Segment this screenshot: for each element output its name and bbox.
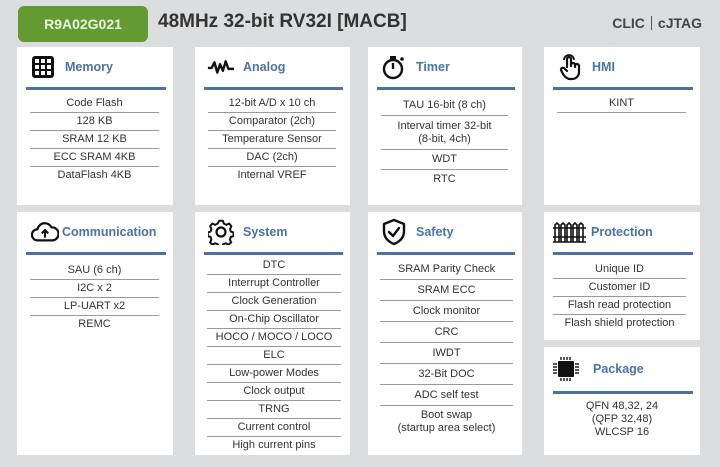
card-header [544,47,700,87]
list-item: REMC [78,318,111,330]
list-item [381,116,508,150]
list-item: SRAM 12 KB [30,131,159,149]
list-item: Clock monitor [380,301,513,322]
list-item: ELC [207,347,341,365]
card-title: Package [593,362,644,376]
list-item: Comparator (2ch) [208,113,336,131]
divider [26,252,166,255]
hmi-card [544,47,700,205]
shield-check-icon [380,218,408,246]
list-item: CRC [380,322,513,343]
list-item: Flash read protection [553,297,686,315]
list-item: SRAM Parity Check [380,259,513,280]
list-item: Clock output [207,383,341,401]
list-item: High current pins [232,439,316,451]
list-item: IWDT [380,343,513,364]
divider [204,252,343,255]
card-header [17,47,173,87]
list-item: WDT [381,150,508,170]
list-item: 128 KB [30,113,159,131]
list-item: KINT [557,95,686,113]
package-item: WLCSP 16 [594,426,650,438]
card-title: Safety [416,225,454,239]
part-number-badge [18,6,148,42]
timer-card [368,47,522,205]
divider [553,87,693,90]
waveform-icon [207,53,235,81]
list-item: ADC self test [380,385,513,406]
part-number: R9A02G021 [44,16,122,32]
list-item: 12-bit A/D x 10 ch [208,95,336,113]
card-title: Protection [591,225,653,239]
card-header [544,347,700,391]
list-item: DataFlash 4KB [57,169,132,181]
list-item [380,406,513,438]
list-item: DAC (2ch) [208,149,336,167]
clic-label: CLIC [612,15,645,31]
stopwatch-icon [380,53,408,81]
card-title: Analog [243,60,286,74]
divider [377,87,515,90]
card-title: Timer [416,60,450,74]
list-item-line: (8-bit, 4ch) [418,133,471,145]
fence-icon [553,218,587,246]
list-item: DTC [207,257,341,275]
card-header [368,47,522,87]
system-card [195,212,350,455]
divider [553,252,693,255]
list-item: Current control [207,419,341,437]
divider [553,391,693,394]
card-header [544,212,700,252]
package-list [544,400,700,439]
grid-icon [29,53,57,81]
list-item: Code Flash [30,95,159,113]
analog-card [195,47,350,205]
list-item: SRAM ECC [380,280,513,301]
list-item: HOCO / MOCO / LOCO [207,329,341,347]
list-item-line: (startup area select) [397,422,496,434]
list-item: Internal VREF [237,169,307,181]
list-item: Low-power Modes [207,365,341,383]
list-item: ECC SRAM 4KB [30,149,159,167]
list-item: TAU 16-bit (8 ch) [381,95,508,116]
card-header [195,47,350,87]
chip-icon [552,355,580,383]
list-item: Customer ID [553,279,686,297]
list-item: On-Chip Oscillator [207,311,341,329]
gear-icon [207,218,235,246]
list-item-line: Boot swap [420,409,473,421]
list-item: TRNG [207,401,341,419]
package-item: QFN 48,32, 24 [585,400,659,412]
list-item: Interrupt Controller [207,275,341,293]
list-item: I2C x 2 [30,280,159,298]
divider [204,87,343,90]
card-header [368,212,522,252]
card-header [195,212,350,252]
touch-hand-icon [556,53,584,81]
separator [651,16,652,30]
list-item: Clock Generation [207,293,341,311]
list-item: Flash shield protection [564,317,675,329]
cloud-upload-icon [31,218,59,246]
cjtag-label: cJTAG [657,15,702,31]
list-item: LP-UART x2 [30,298,159,316]
package-card [544,347,700,455]
page-title: 48MHz 32-bit RV32I [MACB] [158,11,407,32]
list-item: RTC [433,173,456,185]
memory-card [17,47,173,205]
list-item: 32-Bit DOC [380,364,513,385]
list-item-line: Interval timer 32-bit [397,120,492,132]
safety-card [368,212,522,455]
list-item: Temperature Sensor [208,131,336,149]
card-title: System [243,225,288,239]
list-item: Unique ID [553,261,686,279]
card-title: Communication [62,225,157,239]
header-features [612,15,702,31]
card-header [17,212,173,252]
communication-card [17,212,173,455]
card-title: HMI [592,60,615,74]
list-item: SAU (6 ch) [30,262,159,280]
package-item: (QFP 32,48) [591,413,653,425]
card-title: Memory [65,60,113,74]
protection-card [544,212,700,340]
divider [377,252,515,255]
divider [26,87,166,90]
